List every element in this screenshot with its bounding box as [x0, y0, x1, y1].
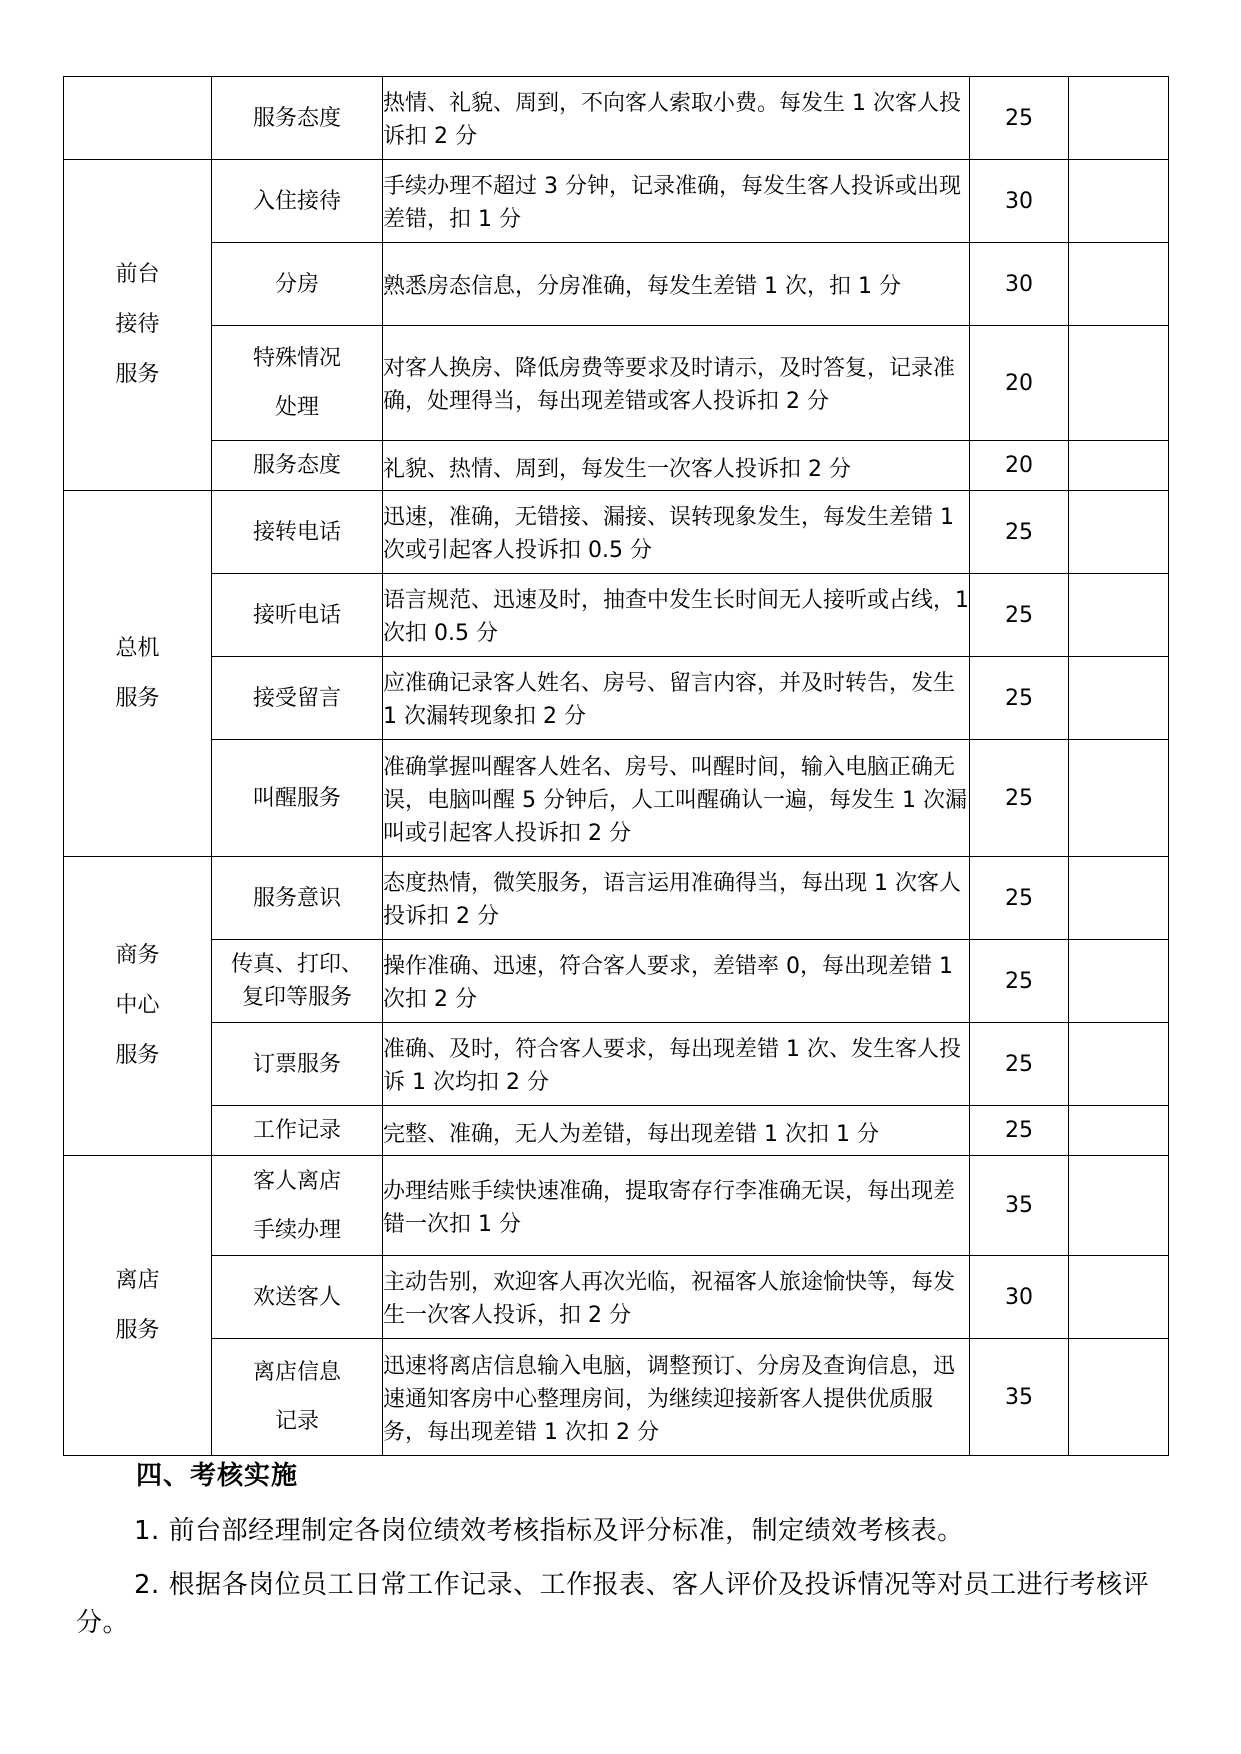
standard-text: 热情、礼貌、周到，不向客人索取小费。每发生 1 次客人投诉扣 2 分 — [383, 91, 961, 149]
table-row — [64, 1339, 1169, 1456]
item-cell: 服务态度 — [212, 77, 383, 160]
paragraph-1: 1. 前台部经理制定各岗位绩效考核指标及评分标准，制定绩效考核表。 — [134, 1516, 964, 1546]
result-cell — [1069, 243, 1169, 326]
standard-cell — [383, 77, 970, 160]
score-cell: 35 — [970, 1339, 1069, 1456]
item-label: 离店信息 记录 — [252, 1360, 341, 1434]
score-cell: 25 — [970, 657, 1069, 740]
result-cell — [1069, 1256, 1169, 1339]
item-cell: 欢送客人 — [212, 1256, 383, 1339]
result-cell — [1069, 491, 1169, 574]
area-label: 前台 接待 服务 — [115, 262, 160, 387]
item-cell — [212, 940, 383, 1023]
result-cell — [1069, 1106, 1169, 1156]
paragraph-2: 2. 根据各岗位员工日常工作记录、工作报表、客人评价及投诉情况等对员工进行考核评分。 — [76, 1570, 1150, 1638]
area-cell — [64, 77, 212, 160]
standard-cell — [383, 1339, 970, 1456]
score-cell: 25 — [970, 491, 1069, 574]
standard-text: 主动告别，欢迎客人再次光临，祝福客人旅途愉快等，每发生一次客人投诉，扣 2 分 — [383, 1270, 956, 1328]
result-cell — [1069, 740, 1169, 857]
table-row — [64, 574, 1169, 657]
score-cell: 25 — [970, 857, 1069, 940]
item-label: 客人离店 手续办理 — [252, 1168, 341, 1243]
result-cell — [1069, 441, 1169, 491]
table-row — [64, 1106, 1169, 1156]
score-cell: 30 — [970, 1256, 1069, 1339]
standard-cell — [383, 326, 970, 441]
result-cell — [1069, 160, 1169, 243]
table-row — [64, 740, 1169, 857]
area-label: 商务 中心 服务 — [115, 943, 160, 1068]
table-row — [64, 1256, 1169, 1339]
area-label: 总机 服务 — [115, 635, 160, 711]
standard-text: 语言规范、迅速及时，抽查中发生长时间无人接听或占线，1 次扣 0.5 分 — [383, 588, 969, 646]
table-row — [64, 657, 1169, 740]
result-cell — [1069, 1339, 1169, 1456]
standard-text: 礼貌、热情、周到，每发生一次客人投诉扣 2 分 — [383, 456, 851, 482]
area-cell — [64, 857, 212, 1156]
result-cell — [1069, 657, 1169, 740]
score-cell: 25 — [970, 740, 1069, 857]
score-cell: 25 — [970, 940, 1069, 1023]
standard-text: 办理结账手续快速准确，提取寄存行李准确无误，每出现差错一次扣 1 分 — [383, 1178, 956, 1237]
standard-cell — [383, 740, 970, 857]
item-cell: 接听电话 — [212, 574, 383, 657]
table-row — [64, 1156, 1169, 1256]
area-label: 离店 服务 — [115, 1267, 160, 1343]
score-cell: 35 — [970, 1156, 1069, 1256]
result-cell — [1069, 1156, 1169, 1256]
item-cell: 接受留言 — [212, 657, 383, 740]
standard-text: 操作准确、迅速，符合客人要求，差错率 0，每出现差错 1 次扣 2 分 — [383, 954, 953, 1012]
standard-text: 态度热情，微笑服务，语言运用准确得当，每出现 1 次客人投诉扣 2 分 — [383, 871, 961, 929]
standard-text: 迅速，准确，无错接、漏接、误转现象发生，每发生差错 1 次或引起客人投诉扣 0.5 分 — [383, 505, 954, 563]
standard-cell — [383, 1256, 970, 1339]
result-cell — [1069, 857, 1169, 940]
result-cell — [1069, 940, 1169, 1023]
item-cell: 接转电话 — [212, 491, 383, 574]
result-cell — [1069, 77, 1169, 160]
item-cell: 工作记录 — [212, 1106, 383, 1156]
score-cell: 25 — [970, 1106, 1069, 1156]
item-cell: 服务态度 — [212, 441, 383, 491]
item-cell — [212, 1339, 383, 1456]
standard-text: 对客人换房、降低房费等要求及时请示，及时答复，记录准确，处理得当，每出现差错或客人投诉扣 2 分 — [383, 356, 956, 414]
standard-cell — [383, 243, 970, 326]
standard-cell — [383, 657, 970, 740]
result-cell — [1069, 574, 1169, 657]
item-cell — [212, 326, 383, 441]
score-cell: 25 — [970, 1023, 1069, 1106]
standard-cell — [383, 441, 970, 491]
table-row — [64, 940, 1169, 1023]
score-cell: 30 — [970, 243, 1069, 326]
standard-text: 准确掌握叫醒客人姓名、房号、叫醒时间，输入电脑正确无误，电脑叫醒 5 分钟后，人工叫醒确认一遍，每发生 1 次漏叫或引起客人投诉扣 2 分 — [383, 754, 967, 846]
table-row — [64, 77, 1169, 160]
area-cell — [64, 1156, 212, 1456]
score-cell: 25 — [970, 77, 1069, 160]
standard-cell — [383, 574, 970, 657]
standard-cell — [383, 940, 970, 1023]
standard-cell — [383, 1156, 970, 1256]
standard-text: 应准确记录客人姓名、房号、留言内容，并及时转告，发生 1 次漏转现象扣 2 分 — [383, 671, 956, 729]
table-row — [64, 857, 1169, 940]
item-cell: 叫醒服务 — [212, 740, 383, 857]
standard-cell — [383, 1023, 970, 1106]
standard-text: 熟悉房态信息，分房准确，每发生差错 1 次，扣 1 分 — [383, 273, 901, 299]
standard-cell — [383, 491, 970, 574]
table-row — [64, 441, 1169, 491]
item-cell — [212, 1156, 383, 1256]
standard-text: 准确、及时，符合客人要求，每出现差错 1 次、发生客人投诉 1 次均扣 2 分 — [383, 1037, 961, 1095]
area-cell — [64, 491, 212, 857]
score-cell: 20 — [970, 326, 1069, 441]
standard-text: 完整、准确，无人为差错，每出现差错 1 次扣 1 分 — [383, 1121, 879, 1147]
standard-cell — [383, 1106, 970, 1156]
item-cell: 服务意识 — [212, 857, 383, 940]
table-row — [64, 1023, 1169, 1106]
result-cell — [1069, 1023, 1169, 1106]
table-row — [64, 326, 1169, 441]
item-cell: 入住接待 — [212, 160, 383, 243]
table-row — [64, 491, 1169, 574]
score-cell: 25 — [970, 574, 1069, 657]
standard-text: 迅速将离店信息输入电脑，调整预订、分房及查询信息，迅速通知客房中心整理房间，为继续迎接新客人提供优质服务，每出现差错 1 次扣 2 分 — [383, 1353, 956, 1445]
standard-text: 手续办理不超过 3 分钟，记录准确，每发生客人投诉或出现差错，扣 1 分 — [383, 174, 961, 232]
item-cell: 分房 — [212, 243, 383, 326]
score-cell: 30 — [970, 160, 1069, 243]
item-cell: 订票服务 — [212, 1023, 383, 1106]
item-label: 传真、打印、 复印等服务 — [230, 952, 363, 1010]
item-label: 特殊情况 处理 — [252, 346, 341, 420]
kpi-table — [63, 76, 1169, 1456]
table-row — [64, 160, 1169, 243]
score-cell: 20 — [970, 441, 1069, 491]
result-cell — [1069, 326, 1169, 441]
area-cell — [64, 160, 212, 491]
table-row — [64, 243, 1169, 326]
standard-cell — [383, 857, 970, 940]
standard-cell — [383, 160, 970, 243]
section-heading: 四、考核实施 — [136, 1461, 299, 1491]
